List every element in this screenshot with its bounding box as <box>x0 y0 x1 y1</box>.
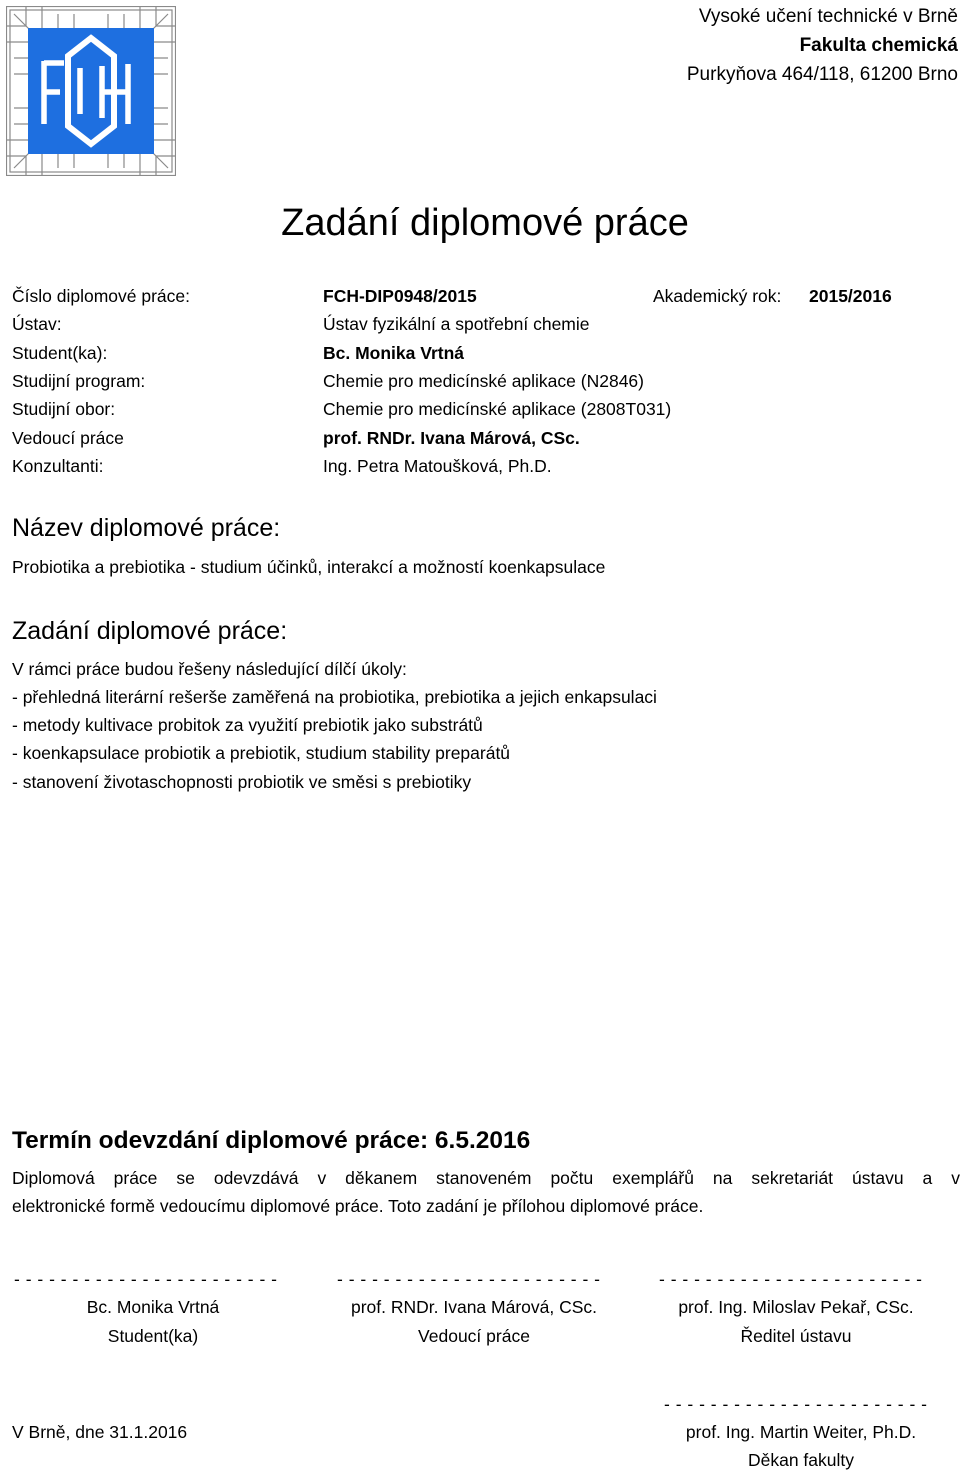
program-label: Studijní program: <box>12 371 146 391</box>
academic-year-label: Akademický rok: <box>653 286 782 306</box>
signature-name: prof. Ing. Miloslav Pekař, CSc. <box>678 1297 914 1317</box>
program-value: Chemie pro medicínské aplikace (N2846) <box>323 371 644 391</box>
thesis-number-value: FCH-DIP0948/2015 <box>323 286 477 306</box>
assignment-line: V rámci práce budou řešeny následující dílčí úkoly: <box>12 659 407 679</box>
signature-role: Vedoucí práce <box>418 1326 530 1346</box>
consultants-label: Konzultanti: <box>12 456 104 476</box>
thesis-title: Probiotika a prebiotika - studium účinků, interakcí a možností koenkapsulace <box>12 557 606 577</box>
faculty-logo <box>6 6 176 176</box>
consultants-value: Ing. Petra Matoušková, Ph.D. <box>323 456 552 476</box>
signature-name: prof. RNDr. Ivana Márová, CSc. <box>350 1297 598 1317</box>
field-label: Studijní obor: <box>12 399 116 419</box>
assignment-line: - přehledná literární rešerše zaměřená na probiotika, prebiotika a jejich enkapsulaci <box>12 687 657 707</box>
signature-name: Bc. Monika Vrtná <box>86 1297 220 1317</box>
signature-line: - - - - - - - - - - - - - - - - - - - - - - - <box>14 1269 278 1289</box>
assignment-line: - metody kultivace probitok za využití prebiotik jako substrátů <box>12 715 483 735</box>
faculty-name: Fakulta chemická <box>799 35 958 56</box>
supervisor-value: prof. RNDr. Ivana Márová, CSc. <box>323 428 580 448</box>
submission-note-2: elektronické formě vedoucímu diplomové práce. Toto zadání je přílohou diplomové práce. <box>12 1196 704 1216</box>
faculty-address: Purkyňova 464/118, 61200 Brno <box>686 64 958 85</box>
field-value: Chemie pro medicínské aplikace (2808T031) <box>323 399 672 419</box>
supervisor-label: Vedoucí práce <box>12 428 124 448</box>
institute-value: Ústav fyzikální a spotřební chemie <box>323 314 590 334</box>
assignment-heading: Zadání diplomové práce: <box>12 617 288 645</box>
signature-line: - - - - - - - - - - - - - - - - - - - - - - - <box>337 1269 601 1289</box>
submission-note: Diplomová práce se odevzdává v děkanem stanoveném počtu exemplářů na sekretariát ústavu a v <box>12 1168 960 1188</box>
signature-role: Ředitel ústavu <box>740 1326 852 1346</box>
signature-name: prof. Ing. Martin Weiter, Ph.D. <box>685 1422 917 1442</box>
university-name: Vysoké učení technické v Brně <box>698 6 958 27</box>
assignment-line: - koenkapsulace probiotik a prebiotik, studium stability preparátů <box>12 743 511 763</box>
place-date: V Brně, dne 31.1.2016 <box>12 1422 188 1442</box>
student-label: Student(ka): <box>12 343 108 363</box>
student-value: Bc. Monika Vrtná <box>323 343 465 363</box>
institute-label: Ústav: <box>12 314 62 334</box>
assignment-line: - stanovení životaschopnosti probiotik ve směsi s prebiotiky <box>12 772 472 792</box>
signature-line: - - - - - - - - - - - - - - - - - - - - - - - <box>659 1269 923 1289</box>
thesis-number-label: Číslo diplomové práce: <box>12 286 190 306</box>
page-title: Zadání diplomové práce <box>281 202 689 244</box>
signature-role: Student(ka) <box>107 1326 199 1346</box>
academic-year-value: 2015/2016 <box>809 286 892 306</box>
signature-line: - - - - - - - - - - - - - - - - - - - - - - - <box>664 1394 928 1414</box>
thesis-title-heading: Název diplomové práce: <box>12 514 281 542</box>
deadline: Termín odevzdání diplomové práce: 6.5.2016 <box>12 1127 531 1154</box>
signature-role: Děkan fakulty <box>747 1450 855 1470</box>
